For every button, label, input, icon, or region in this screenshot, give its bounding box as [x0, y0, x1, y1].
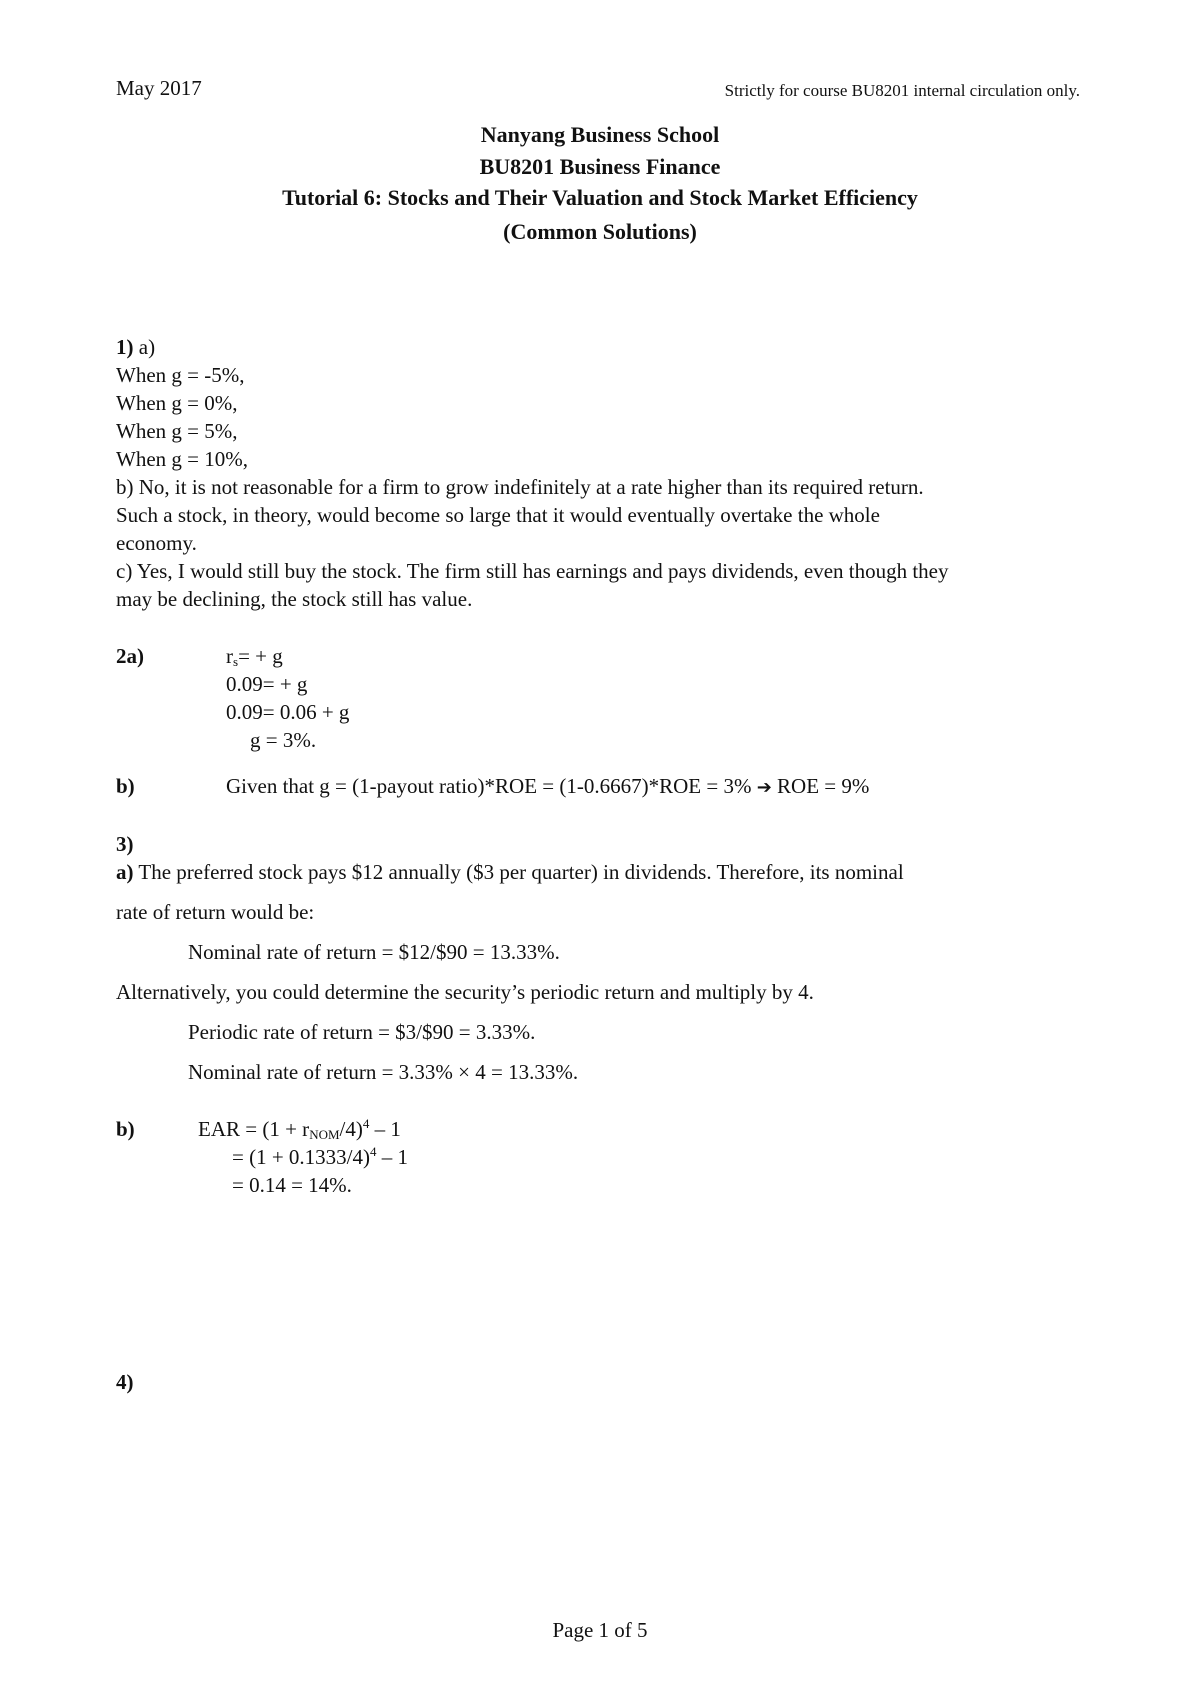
q1-b-line-3: economy.	[116, 531, 197, 555]
q2a-eq-1-rest: = + g	[238, 644, 283, 668]
q3-label: 3)	[116, 832, 134, 856]
q3-a-line-2: rate of return would be:	[116, 900, 315, 924]
title-school: Nanyang Business School	[480, 122, 720, 147]
q2a-eq-1	[226, 642, 283, 670]
q4-label: 4)	[116, 1370, 134, 1394]
title-tutorial: Tutorial 6: Stocks and Their Valuation and Stock Market Efficiency	[282, 185, 918, 210]
q3-ear-1-c: – 1	[369, 1117, 401, 1141]
q1-b-line-2: Such a stock, in theory, would become so large that it would eventually overtake the whole	[116, 503, 880, 527]
q1-b-line-1: b) No, it is not reasonable for a firm to grow indefinitely at a rate higher than its required return.	[116, 475, 924, 499]
q3-ear-1	[198, 1115, 401, 1143]
q2a-eq-2: 0.09= + g	[226, 672, 308, 696]
q3-ear-1-sub: NOM	[309, 1127, 340, 1142]
q2b-text-2: ROE = 9%	[777, 774, 870, 798]
q3-b-label: b)	[116, 1117, 135, 1141]
q2b-label: b)	[116, 774, 135, 798]
q1-line-2: When g = 0%,	[116, 391, 238, 415]
q3-a-line-1	[116, 858, 904, 886]
q1-label: 1)	[116, 335, 134, 359]
header-notice: Strictly for course BU8201 internal circulation only.	[724, 81, 1080, 100]
q3-a-label: a)	[116, 860, 134, 884]
q2a-eq-4: g = 3%.	[250, 728, 317, 752]
q3-alt: Alternatively, you could determine the security’s periodic return and multiply by 4.	[116, 980, 814, 1004]
q2a-eq-3: 0.09= 0.06 + g	[226, 700, 350, 724]
q3-ear-2	[232, 1143, 408, 1171]
q2b-text-1: Given that g = (1-payout ratio)*ROE = (1-0.6667)*ROE = 3%	[226, 774, 752, 798]
title-subtitle: (Common Solutions)	[503, 219, 697, 244]
q2b-text	[226, 772, 869, 802]
q3-nominal: Nominal rate of return = $12/$90 = 13.33%.	[188, 940, 560, 964]
title-course: BU8201 Business Finance	[479, 154, 721, 179]
q1-line-3: When g = 5%,	[116, 419, 238, 443]
q3-ear-1-sup: 4	[362, 1116, 370, 1131]
q3-a-text: The preferred stock pays $12 annually ($3 per quarter) in dividends. Therefore, its nominal	[138, 860, 904, 884]
q1-line-1: When g = -5%,	[116, 363, 245, 387]
q1-line-4: When g = 10%,	[116, 447, 248, 471]
q2a-eq-1-r: r	[226, 644, 233, 668]
q3-nominal-2: Nominal rate of return = 3.33% × 4 = 13.33%.	[188, 1060, 579, 1084]
q1-heading	[116, 333, 155, 361]
q1-c-line-1: c) Yes, I would still buy the stock. The firm still has earnings and pays dividends, even though they	[116, 559, 949, 583]
q3-ear-2-b: – 1	[376, 1145, 409, 1169]
q3-ear-1-a: EAR = (1 + r	[198, 1117, 310, 1141]
q3-ear-2-a: = (1 + 0.1333/4)	[232, 1145, 371, 1169]
page-number: Page 1 of 5	[552, 1618, 648, 1642]
q3-periodic: Periodic rate of return = $3/$90 = 3.33%.	[188, 1020, 536, 1044]
header-date: May 2017	[116, 76, 202, 100]
q2a-eq-1-sub: s	[233, 654, 239, 669]
q1-c-line-2: may be declining, the stock still has value.	[116, 587, 473, 611]
q3-ear-2-sup: 4	[370, 1144, 377, 1159]
q3-ear-3: = 0.14 = 14%.	[232, 1173, 352, 1197]
arrow-right-icon: ➔	[756, 777, 772, 798]
q1-part-a: a)	[138, 335, 156, 359]
q3-ear-1-b: /4)	[339, 1117, 363, 1141]
q2a-label: 2a)	[116, 644, 144, 668]
